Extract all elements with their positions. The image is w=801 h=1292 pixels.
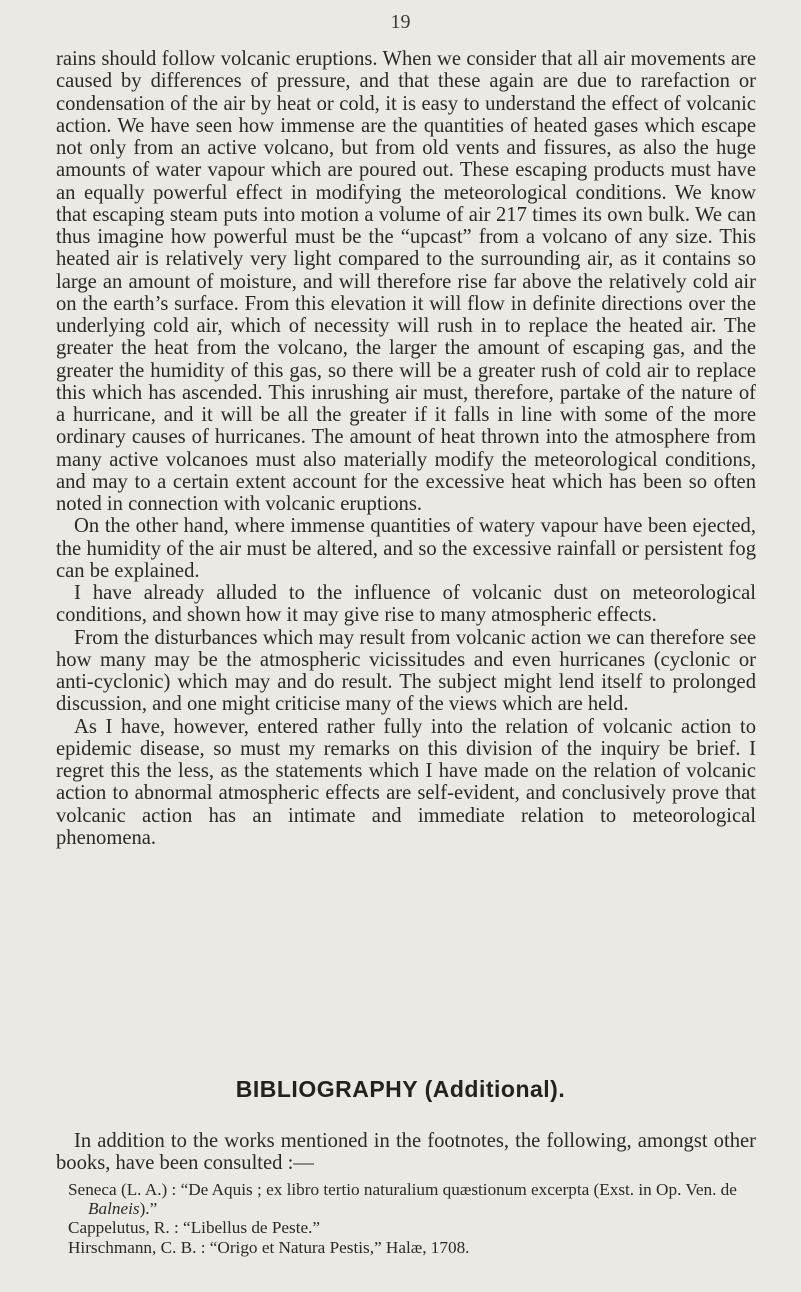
bibliography-list	[68, 1180, 758, 1257]
page-number: 19	[390, 11, 411, 33]
entry-text: Cappelutus, R. : “Libellus de Peste.”	[68, 1218, 321, 1238]
body-text	[56, 48, 756, 849]
bibliography-intro: In addition to the works mentioned in the footnotes, the following, amongst other books, have been consulted :—	[56, 1130, 756, 1175]
paragraph: From the disturbances which may result from volcanic action we can therefore see how many may be the atmospheric vicissitudes and even hurricanes (cyclonic or anti-cyclonic) which may and do result. The subject might lend itself to prolonged discussion, and one might criticise many of the views which are held.	[56, 626, 756, 716]
paragraph: I have already alluded to the influence of volcanic dust on meteorological conditions, and shown how it may give rise to many atmospheric effects.	[56, 582, 756, 627]
bibliography-entry	[68, 1180, 758, 1218]
paragraph: As I have, however, entered rather fully into the relation of volcanic action to epidemic disease, so must my remarks on this division of the inquiry be brief. I regret this the less, as the statements which I have made on the relation of volcanic action to abnormal atmospheric effects are self-evident, and conclusively prove that volcanic action has an intimate and immediate relation to meteorological phenomena.	[56, 715, 756, 849]
section-heading: BIBLIOGRAPHY (Additional).	[235, 1076, 566, 1102]
entry-text: Seneca (L. A.) : “De Aquis ; ex libro tertio naturalium quæstionum excerpta (Exst. in Op. Ven. de	[68, 1180, 737, 1199]
entry-text-end: ).”	[139, 1199, 158, 1219]
paragraph: On the other hand, where immense quantities of watery vapour have been ejected, the humidity of the air must be altered, and so the excessive rainfall or persistent fog can be explained.	[56, 515, 756, 582]
paragraph: rains should follow volcanic eruptions. When we consider that all air movements are caused by differences of pressure, and that these again are due to rarefaction or condensation of the air by heat or cold, it is easy to understand the effect of volcanic action. We have seen how immense are the quantities of heated gases which escape not only from an active volcano, but from old vents and fissures, as also the huge amounts of water vapour which are poured out. These escaping products must have an equally powerful effect in modifying the meteorological conditions. We know that escaping steam puts into motion a volume of air 217 times its own bulk. We can thus imagine how powerful must be the “upcast” from a volcano of any size. This heated air is relatively very light compared to the surrounding air, as it contains so large an amount of moisture, and will therefore rise far above the relatively cold air on the earth’s surface. From this elevation it will flow in definite directions over the underlying cold air, which of necessity will rush in to replace the heated air. The greater the heat from the volcano, the larger the amount of escaping gas, and the greater the humidity of this gas, so there will be a greater rush of cold air to replace this which has ascended. This inrushing air must, therefore, partake of the nature of a hurricane, and it will be all the greater if it falls in line with some of the more ordinary causes of hurricanes. The amount of heat thrown into the atmosphere from many active volcanoes must also materially modify the meteorological conditions, and may to a certain extent account for the excessive heat which has been so often noted in connection with volcanic eruptions.	[56, 48, 756, 515]
entry-italic-text: Balneis	[88, 1199, 140, 1219]
entry-text: Hirschmann, C. B. : “Origo et Natura Pestis,” Halæ, 1708.	[68, 1237, 470, 1257]
bibliography-entry	[68, 1218, 758, 1237]
bibliography-entry	[68, 1238, 758, 1257]
